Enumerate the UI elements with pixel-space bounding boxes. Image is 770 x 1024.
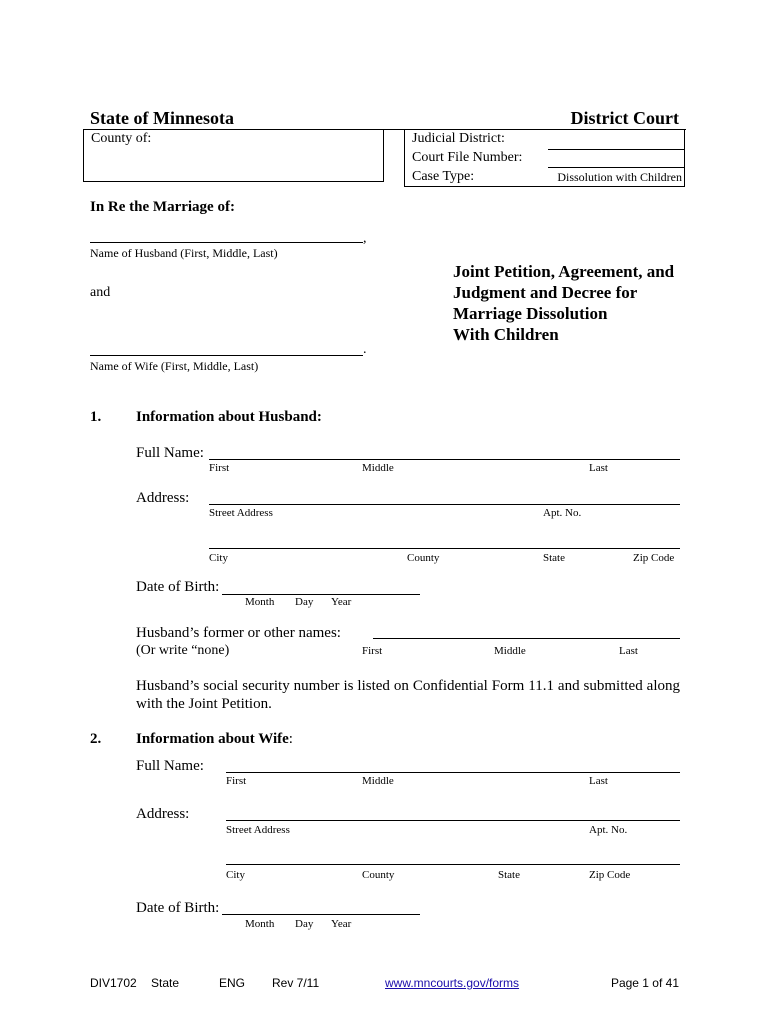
wife-street-field[interactable] xyxy=(226,820,680,821)
wife-name-label: Name of Wife (First, Middle, Last) xyxy=(90,359,259,373)
husband-zip-label: Zip Code xyxy=(633,552,675,564)
wife-year-label: Year xyxy=(331,918,352,930)
wife-middle-label: Middle xyxy=(362,775,394,787)
husband-city-field[interactable] xyxy=(209,548,680,549)
court-title: District Court xyxy=(570,108,679,128)
husband-dob-label: Date of Birth: xyxy=(136,579,220,595)
wife-period: . xyxy=(363,342,367,357)
wife-street-label: Street Address xyxy=(226,824,290,836)
husband-or-none: (Or write “none) xyxy=(136,643,230,658)
footer-form-id: DIV1702 xyxy=(90,976,137,990)
husband-state-label: State xyxy=(543,552,565,564)
section2-heading: Information about Wife xyxy=(136,731,289,747)
wife-last-label: Last xyxy=(589,775,608,787)
wife-dob-field[interactable] xyxy=(222,914,420,915)
wife-full-name-label: Full Name: xyxy=(136,758,204,774)
section2-number: 2. xyxy=(90,731,102,747)
court-info-box xyxy=(404,129,685,187)
husband-street-field[interactable] xyxy=(209,504,680,505)
county-label: County of: xyxy=(91,131,152,146)
footer-url-link[interactable]: www.mncourts.gov/forms xyxy=(385,976,520,990)
wife-name-field[interactable] xyxy=(90,355,363,356)
section2-heading-colon: : xyxy=(288,731,293,747)
husband-name-label: Name of Husband (First, Middle, Last) xyxy=(90,246,278,260)
husband-month-label: Month xyxy=(245,596,275,608)
document-title xyxy=(453,261,674,345)
section1-heading: Information about Husband: xyxy=(136,409,322,425)
husband-full-name-label: Full Name: xyxy=(136,445,204,461)
wife-county-label: County xyxy=(362,869,395,881)
title-line-4: With Children xyxy=(453,325,559,344)
and-text: and xyxy=(90,285,111,300)
husband-dob-field[interactable] xyxy=(222,594,420,595)
husband-address-label: Address: xyxy=(136,490,190,506)
wife-apt-label: Apt. No. xyxy=(589,824,628,836)
husband-name-field[interactable] xyxy=(90,242,363,243)
former-middle-label: Middle xyxy=(494,645,526,657)
wife-zip-label: Zip Code xyxy=(589,869,631,881)
husband-comma: , xyxy=(363,231,367,246)
husband-apt-label: Apt. No. xyxy=(543,507,582,519)
judicial-district-field[interactable] xyxy=(548,149,685,150)
husband-city-label: City xyxy=(209,552,228,564)
ssn-note: Husband’s social security number is listed on Confidential Form 11.1 and submitted along with the Joint Petition. xyxy=(136,678,680,712)
wife-state-label: State xyxy=(498,869,520,881)
title-line-3: Marriage Dissolution xyxy=(453,304,608,323)
footer-lang: ENG xyxy=(219,976,246,990)
wife-city-label: City xyxy=(226,869,245,881)
husband-last-label: Last xyxy=(589,462,608,474)
state-title: State of Minnesota xyxy=(90,108,234,128)
husband-year-label: Year xyxy=(331,596,352,608)
wife-address-label: Address: xyxy=(136,806,190,822)
court-file-field[interactable] xyxy=(548,167,685,168)
wife-dob-label: Date of Birth: xyxy=(136,900,220,916)
wife-month-label: Month xyxy=(245,918,275,930)
former-first-label: First xyxy=(362,645,383,657)
husband-first-label: First xyxy=(209,462,230,474)
title-line-1: Joint Petition, Agreement, and xyxy=(453,262,675,281)
case-type-label: Case Type: xyxy=(412,169,475,184)
former-last-label: Last xyxy=(619,645,638,657)
court-file-label: Court File Number: xyxy=(412,150,523,165)
husband-middle-label: Middle xyxy=(362,462,394,474)
wife-city-field[interactable] xyxy=(226,864,680,865)
husband-day-label: Day xyxy=(295,596,314,608)
husband-street-label: Street Address xyxy=(209,507,273,519)
title-line-2: Judgment and Decree for xyxy=(453,283,638,302)
in-re-heading: In Re the Marriage of: xyxy=(90,199,235,215)
section1-number: 1. xyxy=(90,409,102,425)
wife-first-label: First xyxy=(226,775,247,787)
husband-former-names-field[interactable] xyxy=(373,638,680,639)
case-type-value: Dissolution with Children xyxy=(557,170,682,184)
section2-heading-wrap xyxy=(136,731,293,748)
judicial-district-label: Judicial District: xyxy=(412,131,505,146)
footer-rev: Rev 7/11 xyxy=(272,976,320,990)
footer-state: State xyxy=(151,976,180,990)
wife-full-name-field[interactable] xyxy=(226,772,680,773)
husband-county-label: County xyxy=(407,552,440,564)
husband-former-names-label: Husband’s former or other names: xyxy=(136,625,341,641)
county-box[interactable] xyxy=(83,129,384,182)
wife-day-label: Day xyxy=(295,918,314,930)
husband-full-name-field[interactable] xyxy=(209,459,680,460)
footer-page: Page 1 of 41 xyxy=(610,976,679,990)
